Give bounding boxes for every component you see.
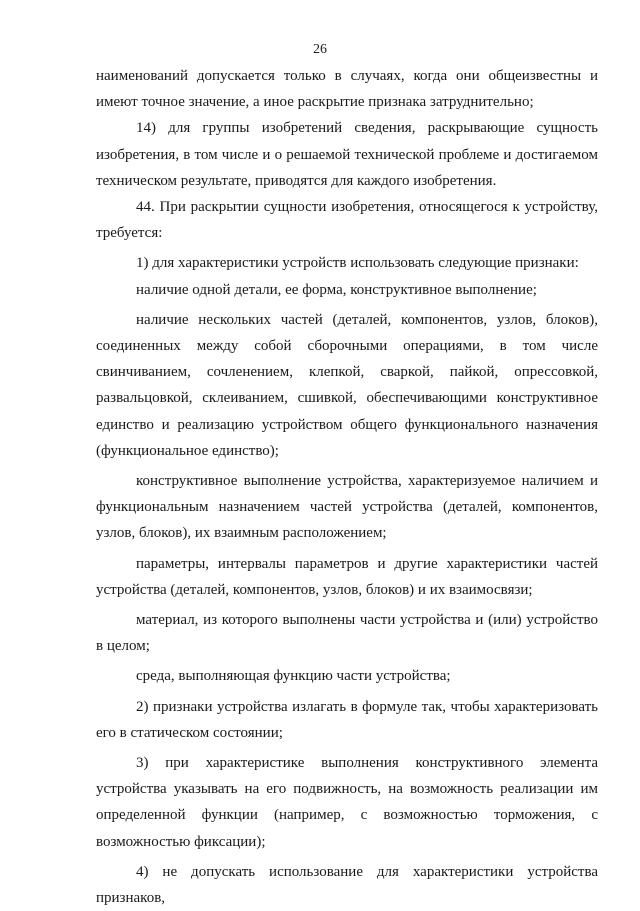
- paragraph-subitem-2: 2) признаки устройства излагать в формуле так, чтобы характеризовать его в статическом состоянии;: [96, 698, 598, 741]
- paragraph-subitem-3: 3) при характеристике выполнения конструктивного элемента устройства указывать на его подвижность, на возможность реализации им определенной функции (например, с возможностью торможения, с возможностью фиксации);: [96, 755, 598, 850]
- paragraph-item-14: 14) для группы изобретений сведения, раскрывающие сущность изобретения, в том числе и о решаемой технической проблеме и достигаемом техническом результате, приводятся для каждого изобретения.: [96, 120, 598, 189]
- paragraph-feature-material: материал, из которого выполнены части устройства и (или) устройство в целом;: [96, 612, 598, 655]
- paragraph-subitem-1: 1) для характеристики устройств использовать следующие признаки:: [136, 255, 579, 272]
- document-body: [96, 63, 598, 911]
- paragraph-feature-multiple-parts: наличие нескольких частей (деталей, компонентов, узлов, блоков), соединенных между собой сборочными операциями, в том числе свинчиванием, сочленением, клепкой, сваркой, пайкой, опрессовкой, развальцовкой, склеиванием, сшивкой, обеспечивающими конструктивное единство и реализацию устройством общего функционального назначения (функциональное единство);: [96, 311, 598, 459]
- paragraph-feature-medium: среда, выполняющая функцию части устройства;: [136, 668, 451, 685]
- paragraph-section-44: 44. При раскрытии сущности изобретения, относящегося к устройству, требуется:: [96, 199, 598, 242]
- paragraph-feature-parameters: параметры, интервалы параметров и другие характеристики частей устройства (деталей, компонентов, узлов, блоков) и их взаимосвязи;: [96, 555, 598, 598]
- paragraph-feature-design: конструктивное выполнение устройства, характеризуемое наличием и функциональным назначением частей устройства (деталей, компонентов, узлов, блоков), их взаимным расположением;: [96, 473, 598, 542]
- paragraph-continuation: наименований допускается только в случаях, когда они общеизвестны и имеют точное значение, а иное раскрытие признака затруднительно;: [96, 68, 598, 111]
- paragraph-feature-single-part: наличие одной детали, ее форма, конструктивное выполнение;: [136, 281, 537, 298]
- page-number: 26: [313, 42, 327, 57]
- paragraph-subitem-4: 4) не допускать использование для характеристики устройства признаков,: [96, 863, 598, 907]
